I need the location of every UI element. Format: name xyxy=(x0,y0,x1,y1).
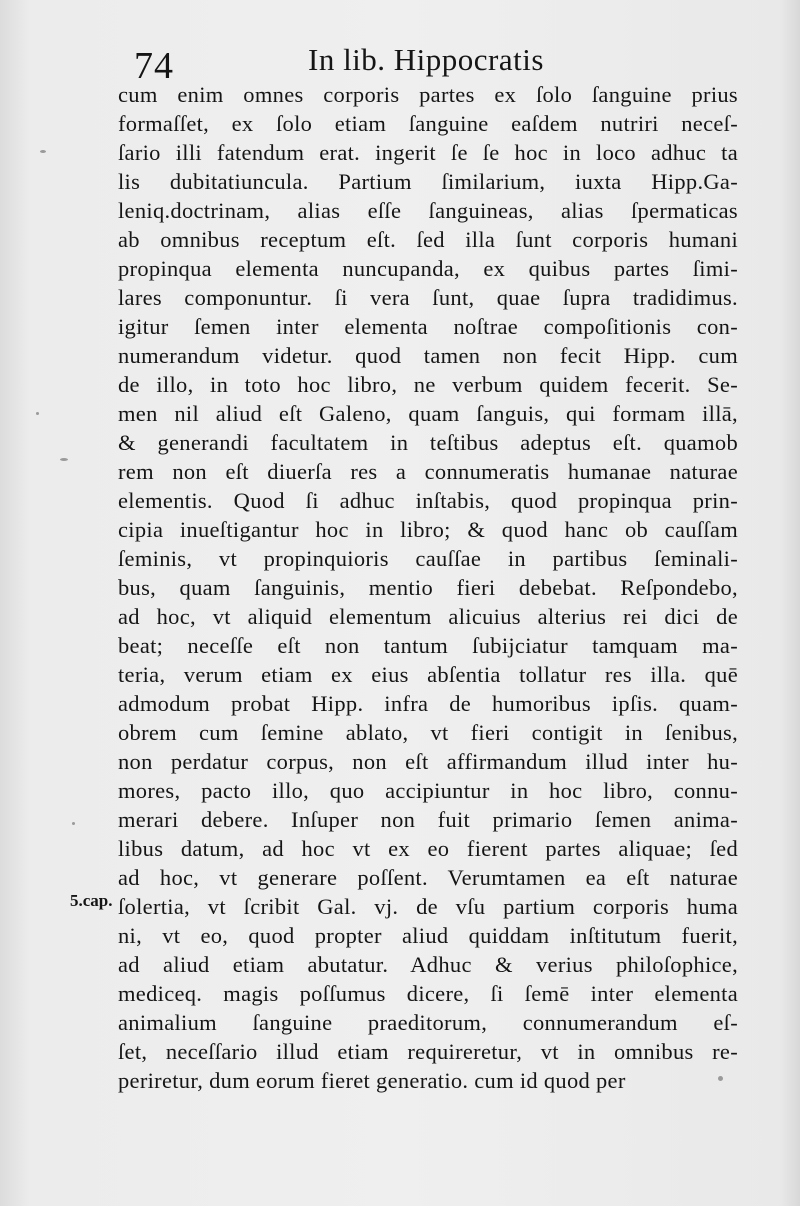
text-line: de illo, in toto hoc libro, ne verbum quidem fecerit. Se- xyxy=(118,372,738,397)
text-line: lis dubitatiuncula. Partium ſimilarium, iuxta Hipp.Ga- xyxy=(118,169,738,194)
paper-speck xyxy=(718,1076,723,1081)
text-line: merari debere. Inſuper non fuit primario ſemen anima- xyxy=(118,807,738,832)
text-line: teria, verum etiam ex eius abſentia tollatur res illa. quē xyxy=(118,662,738,687)
text-line: ſet, neceſſario illud etiam requireretur, vt in omnibus re- xyxy=(118,1039,738,1064)
running-head: In lib. Hippocratis xyxy=(308,42,544,77)
text-line: mediceq. magis poſſumus dicere, ſi ſemē inter elementa xyxy=(118,981,738,1006)
text-line: admodum probat Hipp. infra de humoribus ipſis. quam- xyxy=(118,691,738,716)
text-line: formaſſet, ex ſolo etiam ſanguine eaſdem nutriri neceſ- xyxy=(118,111,738,136)
text-line: ad hoc, vt generare poſſent. Verumtamen ea eſt naturae xyxy=(118,865,738,890)
text-line: bus, quam ſanguinis, mentio fieri debebat. Reſpondebo, xyxy=(118,575,738,600)
text-line: cipia inueſtigantur hoc in libro; & quod hanc ob cauſſam xyxy=(118,517,738,542)
text-line: ab omnibus receptum eſt. ſed illa ſunt corporis humani xyxy=(118,227,738,252)
text-line: & generandi facultatem in teſtibus adeptus eſt. quamob xyxy=(118,430,738,455)
text-line: ad hoc, vt aliquid elementum alicuius alterius rei dici de xyxy=(118,604,738,629)
text-line: mores, pacto illo, quo accipiuntur in hoc libro, connu- xyxy=(118,778,738,803)
text-line: obrem cum ſemine ablato, vt fieri contigit in ſenibus, xyxy=(118,720,738,745)
margin-note: 5.cap. xyxy=(70,891,113,910)
text-line: ni, vt eo, quod propter aliud quiddam inſtitutum fuerit, xyxy=(118,923,738,948)
text-line: cum enim omnes corporis partes ex ſolo ſanguine prius xyxy=(118,82,738,107)
text-line: beat; neceſſe eſt non tantum ſubijciatur tamquam ma- xyxy=(118,633,738,658)
text-line: propinqua elementa nuncupanda, ex quibus partes ſimi- xyxy=(118,256,738,281)
text-line: non perdatur corpus, non eſt affirmandum illud inter hu- xyxy=(118,749,738,774)
text-line: animalium ſanguine praeditorum, connumerandum eſ- xyxy=(118,1010,738,1035)
text-line: rem non eſt diuerſa res a connumeratis humanae naturae xyxy=(118,459,738,484)
text-line: leniq.doctrinam, alias eſſe ſanguineas, alias ſpermaticas xyxy=(118,198,738,223)
text-line: elementis. Quod ſi adhuc inſtabis, quod propinqua prin- xyxy=(118,488,738,513)
paper-speck xyxy=(60,458,68,461)
paper-speck xyxy=(72,822,75,825)
text-line: men nil aliud eſt Galeno, quam ſanguis, qui formam illā, xyxy=(118,401,738,426)
page-number: 74 xyxy=(134,45,174,87)
text-line: lares componuntur. ſi vera ſunt, quae ſupra tradidimus. xyxy=(118,285,738,310)
text-line: numerandum videtur. quod tamen non fecit Hipp. cum xyxy=(118,343,738,368)
paper-speck xyxy=(40,150,46,153)
text-line: ad aliud etiam abutatur. Adhuc & verius philoſophice, xyxy=(118,952,738,977)
text-line: libus datum, ad hoc vt ex eo fierent partes aliquae; ſed xyxy=(118,836,738,861)
paper-speck xyxy=(36,412,39,415)
text-line: periretur, dum eorum fieret generatio. cum id quod per xyxy=(118,1068,626,1093)
body-text xyxy=(118,80,738,1095)
text-line: ſeminis, vt propinquioris cauſſae in partibus ſeminali- xyxy=(118,546,738,571)
text-line: igitur ſemen inter elementa noſtrae compoſitionis con- xyxy=(118,314,738,339)
text-line: ſario illi fatendum erat. ingerit ſe ſe hoc in loco adhuc ta xyxy=(118,140,738,165)
text-line: ſolertia, vt ſcribit Gal. vj. de vſu partium corporis huma xyxy=(118,894,738,919)
